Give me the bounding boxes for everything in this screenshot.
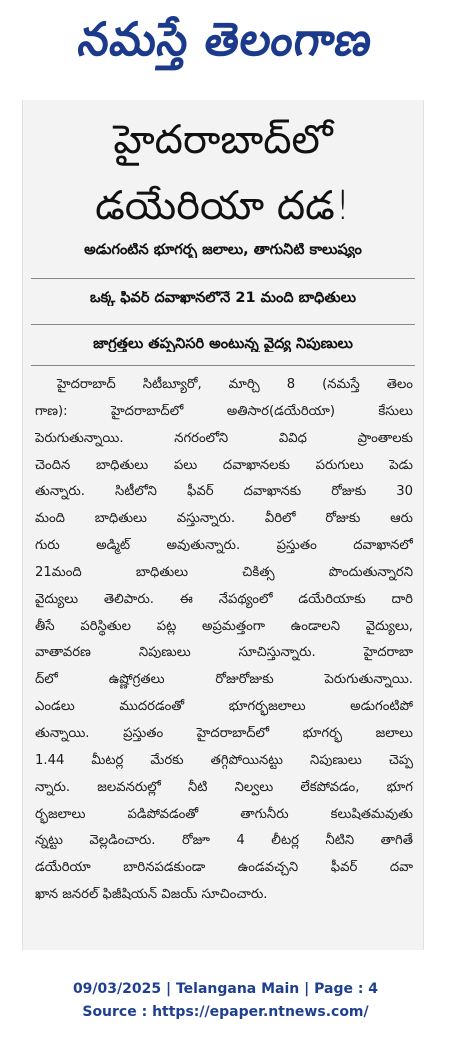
body-line: న్నారు. జలవనరుల్లో నీటి నిల్వలు లేకపోవడం, భూగ [35, 779, 413, 795]
body-line: ఎండలు ముదరడంతో భూగర్భజలాలు అడుగంటిపో [35, 699, 413, 715]
subheading-3: జాగ్రత్తలు తప్పనిసరి అంటున్న వైద్య నిపుణులు [93, 337, 353, 352]
body-line: 21మంది బాధితులు చికిత్స పొందుతున్నారని [35, 564, 413, 580]
body-line: తున్నాయి. ప్రస్తుతం హైదరాబాద్‌లో భూగర్భ జలాలు [35, 725, 413, 741]
body-line: వైద్యులు తెలిపారు. ఈ నేపథ్యంలో డయేరియాకు దారి [35, 591, 413, 607]
body-line: 1.44 మీటర్ల మేరకు తగ్గిపోయినట్టు నిపుణులు చెప్ప [35, 752, 413, 768]
newspaper-logo: నమస్తే తెలంగాణ [74, 12, 377, 66]
divider [31, 365, 415, 366]
body-line: వాతావరణ నిపుణులు సూచిస్తున్నారు. హైదరాబా [35, 645, 413, 661]
article-body [35, 372, 413, 909]
body-line: ర్భజలాలు పడిపోవడంతో తాగునీరు కలుషితమవుతు [35, 806, 413, 822]
body-line: ద్‌లో ఉష్ణోగ్రతలు రోజురోజుకు పెరుగుతున్నాయి. [35, 672, 413, 688]
body-line: పెరుగుతున్నాయి. నగరంలోని వివిధ ప్రాంతాలకు [35, 430, 413, 446]
divider [31, 324, 415, 325]
divider [31, 278, 415, 279]
body-line: హైదరాబాద్‌ సిటీబ్యూరో, మార్చి 8 (నమస్తే తెలం [57, 377, 413, 392]
footer-edition-info: 09/03/2025 | Telangana Main | Page : 4 [72, 981, 379, 997]
body-line: గాణ): హైదరాబాద్‌లో అతిసార(డయేరియా) కేసులు [35, 403, 413, 419]
headline-line-2: డయేరియా దడ! [95, 183, 351, 229]
body-line: డయేరియా బారినపడకుండా ఉండవచ్చని ఫీవర్‌ దవా [35, 860, 413, 876]
body-line: న్నట్టు వెల్లడించారు. రోజూ 4 లీటర్ల నీటిని తాగితే [35, 833, 413, 849]
body-line: మంది బాధితులు వస్తున్నారు. వీరిలో రోజుకు ఆరు [35, 511, 413, 527]
body-line: తున్నారు. సిటీలోని ఫీవర్‌ దవాఖానకు రోజుకు 30 [35, 484, 413, 500]
masthead [0, 0, 451, 78]
body-line: ఖాన జనరల్‌ ఫిజీషియన్‌ విజయ్‌ సూచించారు. [35, 887, 268, 903]
body-line: తీసే పరిస్థితుల పట్ల అప్రమత్తంగా ఉండాలని వైద్యులు, [35, 618, 413, 634]
body-line: చెందిన బాధితులు పలు దవాఖానలకు పరుగులు పెడు [35, 457, 413, 473]
article-clipping [22, 100, 424, 950]
body-line: గురు అడ్మిట్‌ అవుతున్నారు. ప్రస్తుతం దవాఖానలో [35, 538, 413, 554]
headline-line-1: హైదరాబాద్‌లో [113, 117, 333, 163]
footer-source: Source : https://epaper.ntnews.com/ [82, 1004, 369, 1020]
subheading-1: అడుగంటిన భూగర్భ జలాలు, తాగునీటి కాలుష్యం [84, 243, 362, 258]
subheading-2: ఒక్క ఫీవర్‌ దవాఖానలోనే 21 మంది బాధితులు [90, 291, 356, 306]
